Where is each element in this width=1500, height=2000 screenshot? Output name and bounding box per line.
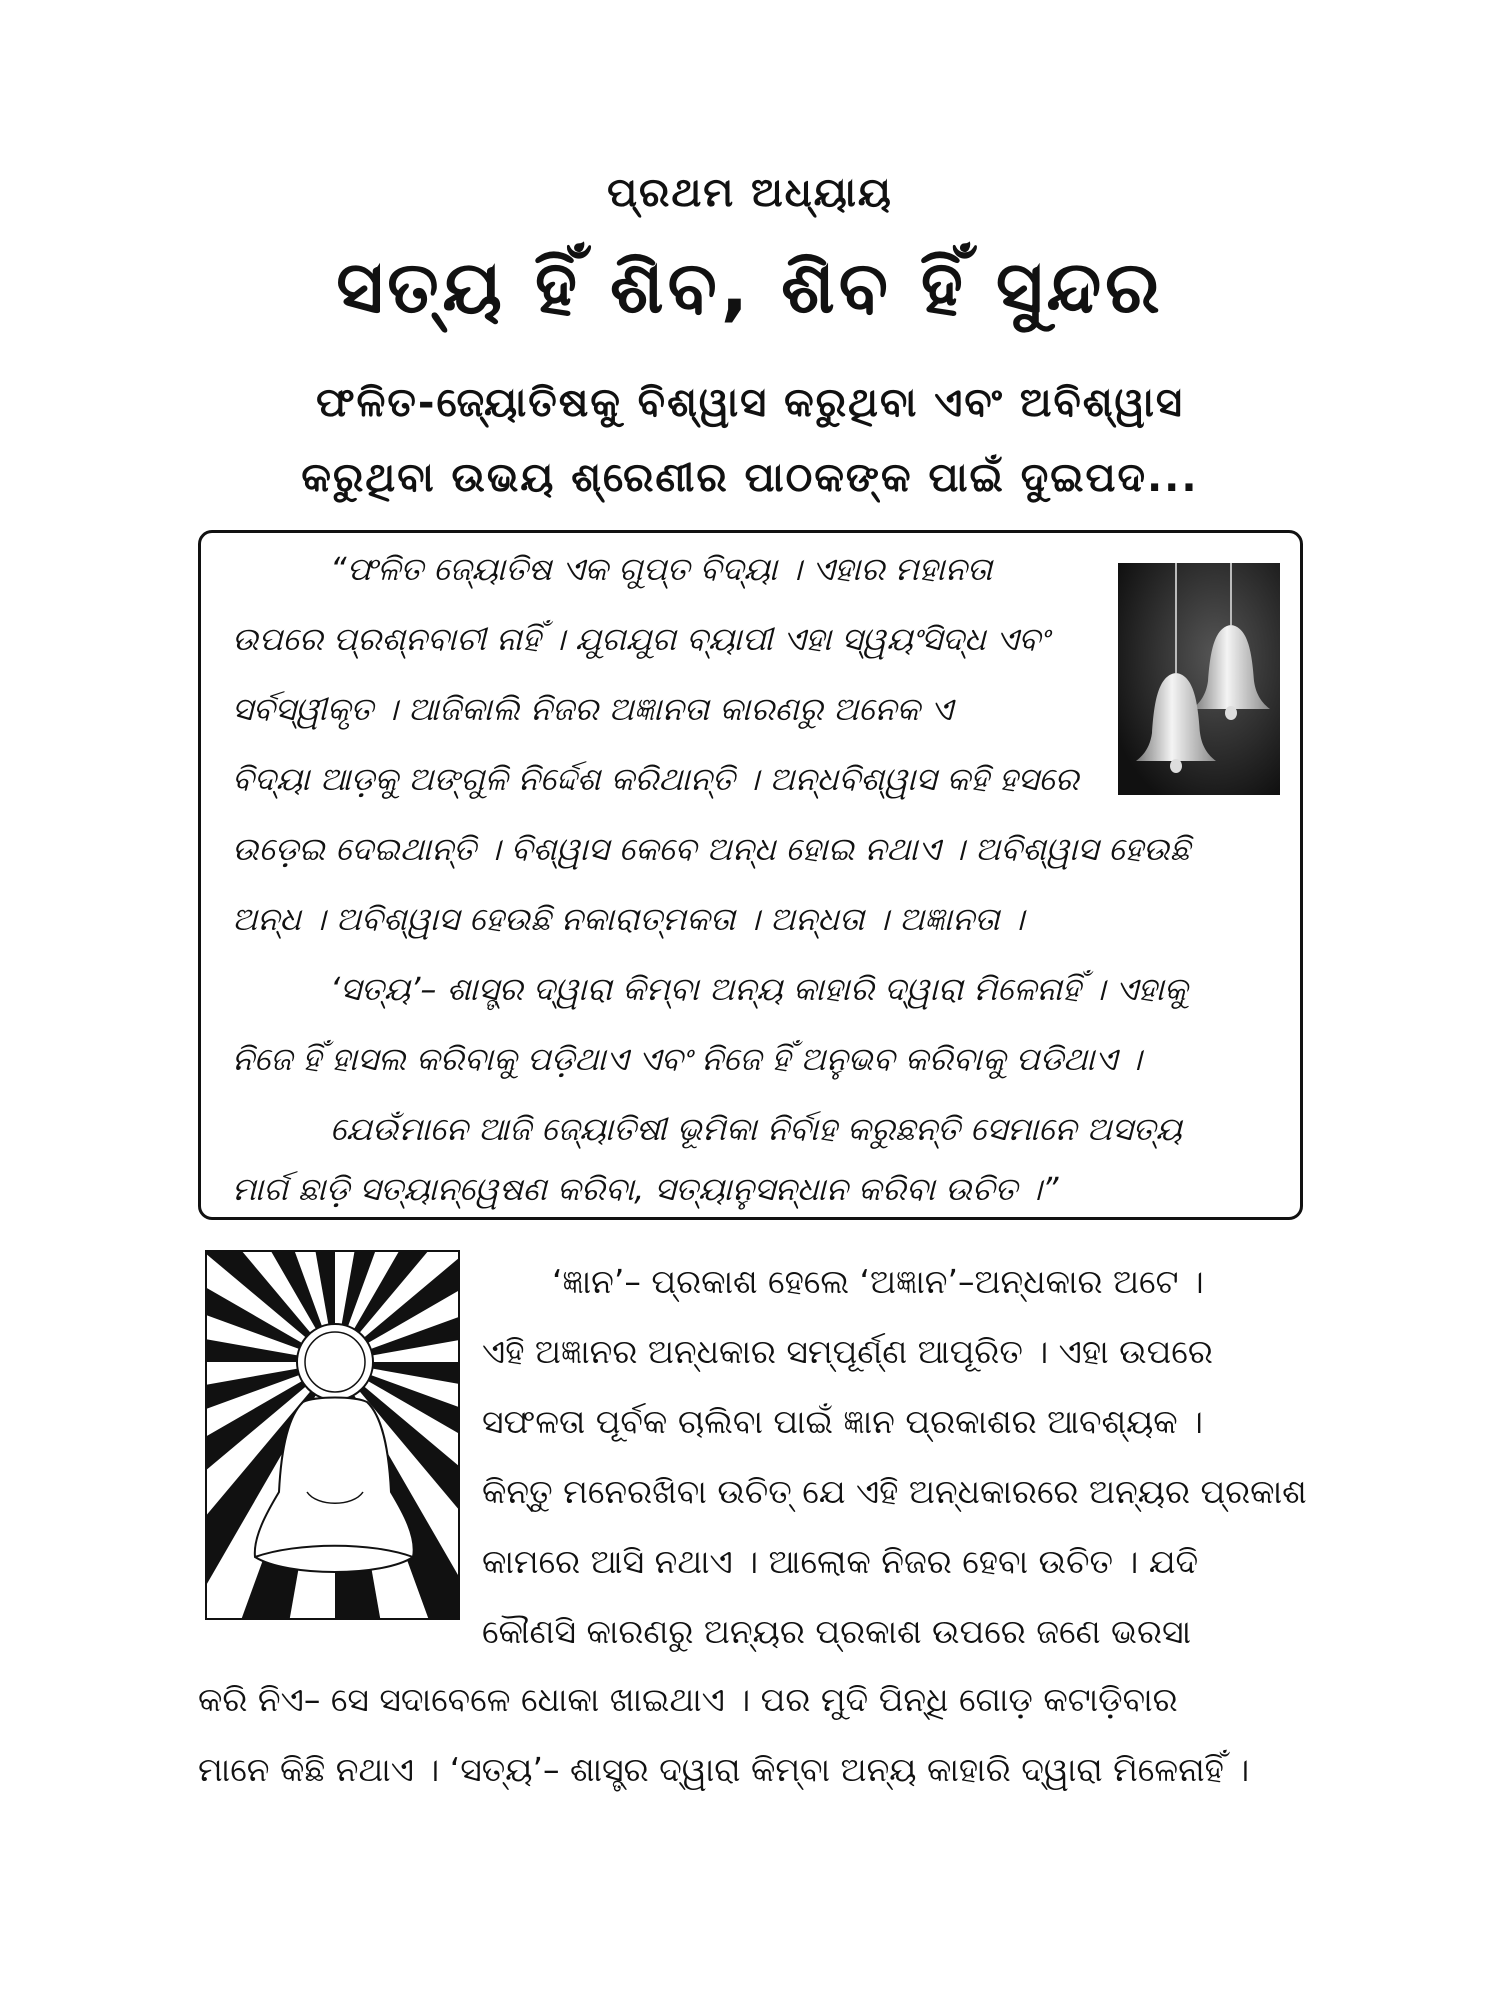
meditation-image [205,1250,460,1620]
quote-line: ମାର୍ଗ ଛାଡ଼ି ସତ୍ୟାନ୍ୱେଷଣ କରିବା, ସତ୍ୟାନୁସନ୍ଧାନ କରିବା ଉଚିତ ।” [232,1170,1059,1208]
body-line: କୌଣସି କାରଣରୁ ଅନ୍ୟର ପ୍ରକାଶ ଉପରେ ଜଣେ ଭରସା [482,1612,1192,1651]
bells-image [1118,563,1280,795]
quote-line: ଉପରେ ପ୍ରଶ୍ନବାଚୀ ନାହିଁ । ଯୁଗଯୁଗ ବ୍ୟାପୀ ଏହା ସ୍ୱୟଂସିଦ୍ଧ ଏବଂ [232,620,1049,658]
subtitle-line-1: ଫଳିତ-ଜ୍ୟୋତିଷକୁ ବିଶ୍ୱାସ କରୁଥିବା ଏବଂ ଅବିଶ୍ୱାସ [316,380,1184,426]
body-line: ‘ଜ୍ଞାନ’– ପ୍ରକାଶ ହେଲେ ‘ଅଜ୍ଞାନ’–ଅନ୍ଧକାର ଅଟେ । [552,1262,1204,1301]
quote-line: ଅନ୍ଧ । ଅବିଶ୍ୱାସ ହେଉଛି ନକାରାତ୍ମକତା । ଅନ୍ଧତା । ଅଜ୍ଞାନତା । [232,900,1025,938]
subtitle-line-2: କରୁଥିବା ଉଭୟ ଶ୍ରେଣୀର ପାଠକଙ୍କ ପାଇଁ ଦୁଇପଦ... [301,455,1199,501]
bell-icon [1118,563,1280,795]
quote-line: ‘ସତ୍ୟ’– ଶାସ୍ତ୍ର ଦ୍ୱାରା କିମ୍ବା ଅନ୍ୟ କାହାରି ଦ୍ୱାରା ମିଳେନାହିଁ । ଏହାକୁ [330,970,1188,1008]
quote-line: ସର୍ବସ୍ୱୀକୃତ । ଆଜିକାଲି ନିଜର ଅଜ୍ଞାନତା କାରଣରୁ ଅନେକ ଏ [232,690,953,728]
body-line: ସଫଳତା ପୂର୍ବକ ଚାଲିବା ପାଇଁ ଜ୍ଞାନ ପ୍ରକାଶର ଆବଶ୍ୟକ । [482,1402,1204,1441]
body-line: ଏହି ଅଜ୍ଞାନର ଅନ୍ଧକାର ସମ୍ପୂର୍ଣ୍ଣ ଆପୂରିତ । ଏହା ଉପରେ [482,1332,1213,1371]
quote-line: “ଫଳିତ ଜ୍ୟୋତିଷ ଏକ ଗୁପ୍ତ ବିଦ୍ୟା । ଏହାର ମହାନତା [330,550,993,588]
quote-line: ନିଜେ ହିଁ ହାସଲ କରିବାକୁ ପଡ଼ିଥାଏ ଏବଂ ନିଜେ ହିଁ ଅନୁଭବ କରିବାକୁ ପଡିଥାଏ । [232,1040,1142,1078]
chapter-label: ପ୍ରଥମ ଅଧ୍ୟାୟ [607,170,893,216]
body-line: କାମରେ ଆସି ନଥାଏ । ଆଲୋକ ନିଜର ହେବା ଉଚିତ । ଯଦି [482,1542,1199,1581]
chapter-title: ସତ୍ୟ ହିଁ ଶିବ, ଶିବ ହିଁ ସୁନ୍ଦର [336,245,1164,329]
body-line: ମାନେ କିଛି ନଥାଏ । ‘ସତ୍ୟ’– ଶାସ୍ତ୍ର ଦ୍ୱାରା କିମ୍ବା ଅନ୍ୟ କାହାରି ଦ୍ୱାରା ମିଳେନାହିଁ । [198,1750,1250,1789]
meditating-figure-icon [207,1252,458,1618]
body-line: କିନ୍ତୁ ମନେରଖିବା ଉଚିତ୍ ଯେ ଏହି ଅନ୍ଧକାରରେ ଅନ୍ୟର ପ୍ରକାଶ [482,1472,1307,1511]
body-line: କରି ନିଏ– ସେ ସଦାବେଳେ ଧୋକା ଖାଇଥାଏ । ପର ମୁଦି ପିନ୍ଧି ଗୋଡ଼ କଟାଡ଼ିବାର [198,1680,1178,1719]
quote-line: ବିଦ୍ୟା ଆଡ଼କୁ ଅଙ୍ଗୁଳି ନିର୍ଦ୍ଦେଶ କରିଥାନ୍ତି । ଅନ୍ଧବିଶ୍ୱାସ କହି ହସରେ [232,760,1079,798]
quote-line: ଉଡ଼େଇ ଦେଇଥାନ୍ତି । ବିଶ୍ୱାସ କେବେ ଅନ୍ଧ ହୋଇ ନଥାଏ । ଅବିଶ୍ୱାସ ହେଉଛି [232,830,1190,868]
quote-line: ଯେଉଁମାନେ ଆଜି ଜ୍ୟୋତିଷୀ ଭୂମିକା ନିର୍ବାହ କରୁଛନ୍ତି ସେମାନେ ଅସତ୍ୟ [330,1110,1182,1148]
